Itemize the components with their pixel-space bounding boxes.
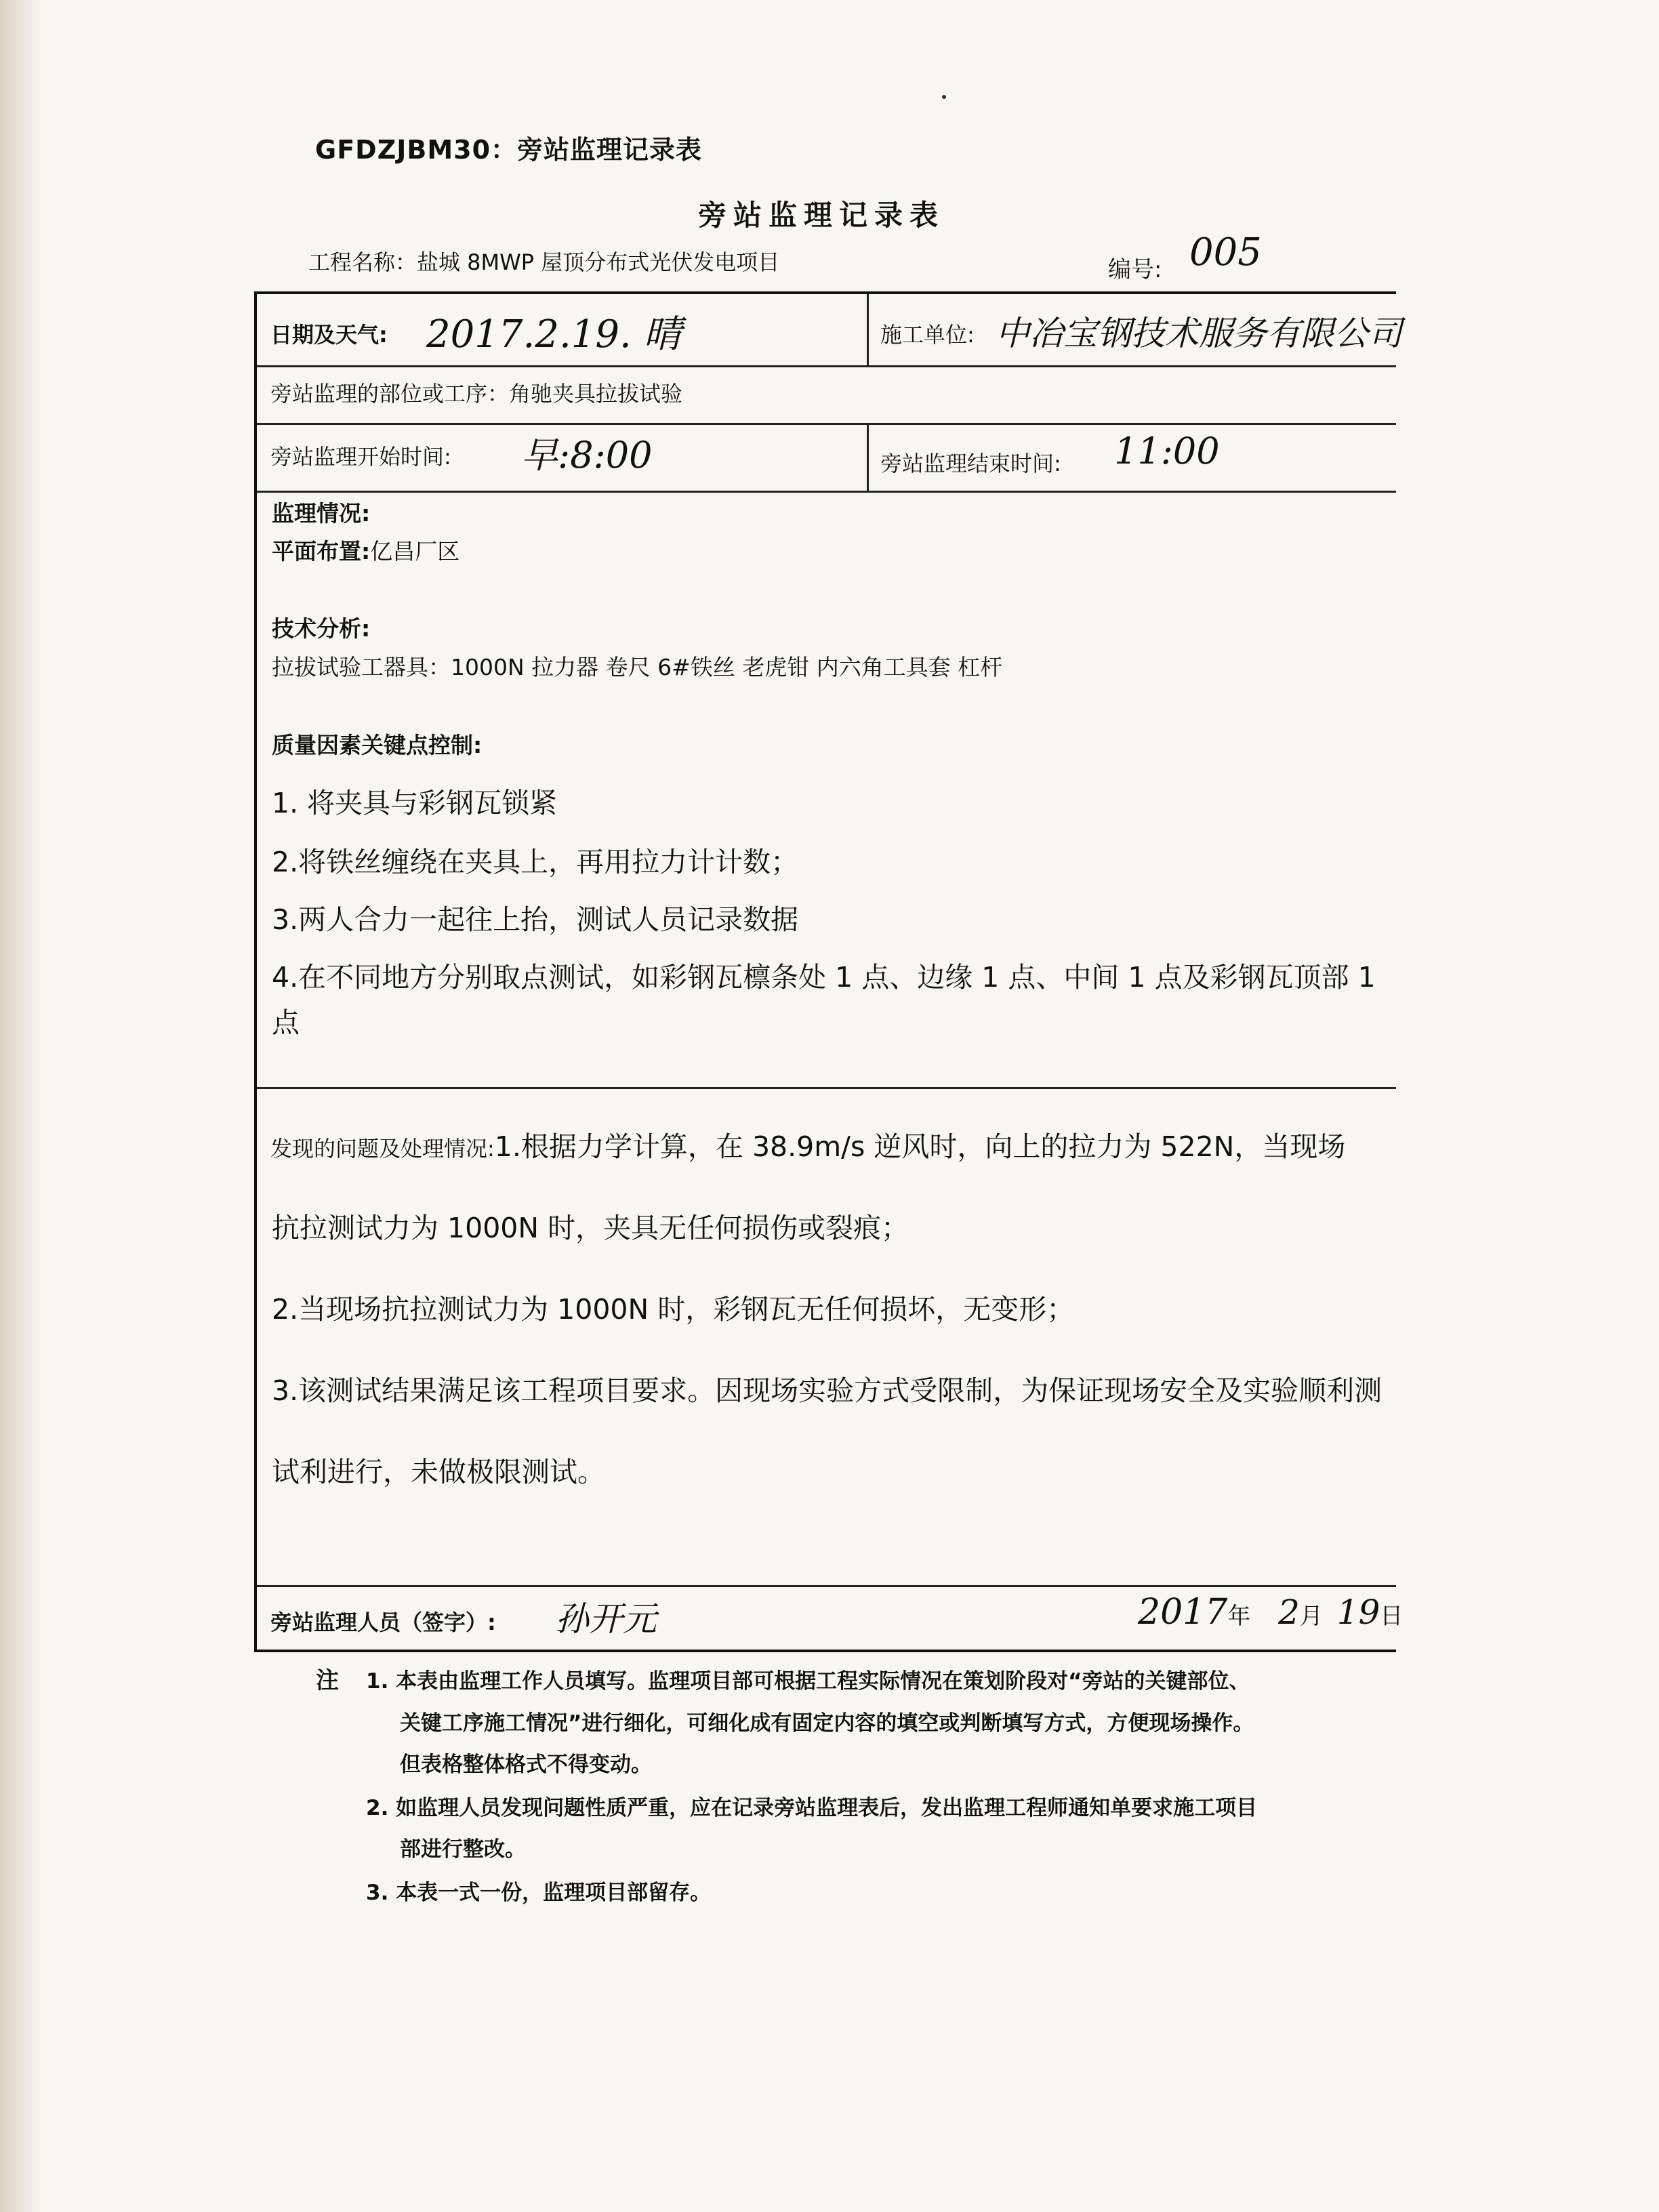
row-divider [257,365,1396,367]
col-divider [867,294,869,365]
quality-item: 点 [272,1006,300,1039]
sign-day: 19 [1336,1593,1380,1632]
start-time-value: 早:8:00 [521,434,653,476]
quality-item: 1. 将夹具与彩钢瓦锁紧 [272,787,558,819]
signer-label: 旁站监理人员（签字）: [270,1610,496,1635]
date-weather-value: 2017.2.19. 晴 [426,312,682,356]
end-time-label: 旁站监理结束时间: [880,451,1061,476]
issue-line: 抗拉测试力为 1000N 时，夹具无任何损伤或裂痕； [272,1212,909,1244]
note-line: 1. 本表由监理工作人员填写。监理项目部可根据工程实际情况在策划阶段对“旁站的关键部位、 [366,1669,1250,1694]
layout-value: 亿昌厂区 [370,538,460,565]
note-line: 但表格整体格式不得变动。 [400,1753,652,1777]
row-divider [257,1087,1396,1089]
serial-label: 编号: [1108,256,1162,283]
end-time-value: 11:00 [1114,430,1220,472]
row-divider [257,1585,1396,1587]
supervised-part-label: 旁站监理的部位或工序：角驰夹具拉拔试验 [270,381,683,407]
sign-date: 2017年 2月 19日 [1138,1592,1404,1633]
serial-number: 005 [1189,230,1262,274]
situation-label: 监理情况: [272,500,371,527]
note-line: 3. 本表一式一份，监理项目部留存。 [366,1881,712,1905]
record-form [254,291,1404,1652]
issues-line [270,1124,1345,1164]
sign-year: 2017 [1138,1592,1228,1633]
issues-label: 发现的问题及处理情况: [270,1136,495,1162]
row-divider [257,491,1396,493]
project-name: 工程名称：盐城 8MWP 屋顶分布式光伏发电项目 [308,249,780,275]
col-divider [867,423,869,491]
notes-label: 注 [316,1667,339,1694]
note-line: 部进行整改。 [400,1837,526,1862]
row-divider [257,423,1396,425]
contractor-value: 中冶宝钢技术服务有限公司 [996,314,1402,353]
document-code: GFDZJBM30：旁站监理记录表 [315,135,703,165]
supervised-part-value: 角驰夹具拉拔试验 [509,381,683,407]
layout-line: 平面布置:亿昌厂区 [272,538,460,565]
tools-line: 拉拔试验工器具：1000N 拉力器 卷尺 6#铁丝 老虎钳 内六角工具套 杠杆 [272,654,1003,680]
signer-signature: 孙开元 [555,1599,657,1639]
quality-item: 4.在不同地方分别取点测试，如彩钢瓦檩条处 1 点、边缘 1 点、中间 1 点及彩钢瓦顶部 1 [272,961,1376,994]
sign-month: 2 [1278,1593,1300,1632]
quality-control-label: 质量因素关键点控制: [272,732,483,758]
document-title: 旁站监理记录表 [698,199,945,232]
issues-first: 1.根据力学计算，在 38.9m/s 逆风时，向上的拉力为 522N，当现场 [494,1130,1346,1163]
ink-speck [942,95,946,99]
quality-item: 3.两人合力一起往上抬，测试人员记录数据 [272,903,799,936]
contractor-label: 施工单位: [880,322,975,348]
note-line: 关键工序施工情况”进行细化，可细化成有固定内容的填空或判断填写方式，方便现场操作。 [400,1711,1254,1736]
tech-analysis-label: 技术分析: [272,615,371,642]
page-edge-shadow [0,0,41,2212]
issue-line: 试利进行，未做极限测试。 [272,1456,605,1488]
issue-line: 3.该测试结果满足该工程项目要求。因现场实验方式受限制，为保证现场安全及实验顺利测 [272,1374,1382,1407]
note-line: 2. 如监理人员发现问题性质严重，应在记录旁站监理表后，发出监理工程师通知单要求施工项目 [366,1796,1258,1820]
date-weather-label: 日期及天气: [270,322,388,348]
issue-line: 2.当现场抗拉测试力为 1000N 时，彩钢瓦无任何损坏，无变形； [272,1293,1075,1326]
quality-item: 2.将铁丝缠绕在夹具上，再用拉力计计数； [272,846,799,878]
start-time-label: 旁站监理开始时间: [270,444,451,470]
